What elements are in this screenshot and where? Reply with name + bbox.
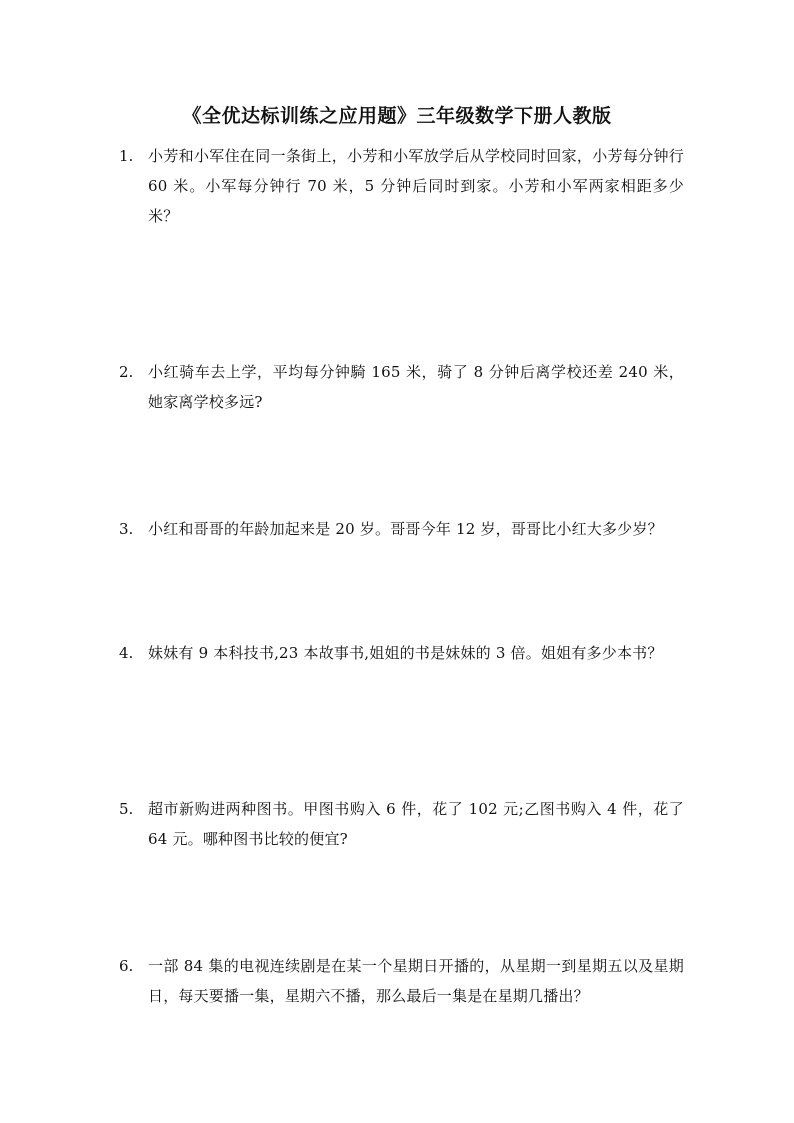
problem-text: 小红骑车去上学，平均每分钟騎 165 米，骑了 8 分钟后离学校还差 240 米，她家离学校多远?: [148, 363, 684, 411]
problem-number: 1.: [119, 147, 134, 165]
problem-text: 一部 84 集的电视连续剧是在某一个星期日开播的，从星期一到星期五以及星期日，每天要播一集，星期六不播，那么最后一集是在星期几播出？: [148, 957, 684, 1005]
problem-number: 5.: [119, 800, 134, 818]
problem-number: 6.: [119, 957, 134, 975]
page-title: 《全优达标训练之应用题》三年级数学下册人教版: [182, 105, 612, 127]
problem-1: [119, 141, 684, 231]
problem-number: 4.: [119, 644, 134, 662]
problem-3: [119, 514, 684, 544]
problem-2: [119, 357, 684, 417]
problem-4: [119, 638, 684, 668]
problem-5: [119, 794, 684, 854]
problem-6: [119, 951, 684, 1011]
problem-text: 妹妹有 9 本科技书,23 本故事书,姐姐的书是妹妹的 3 倍。姐姐有多少本书？: [148, 644, 663, 662]
problem-text: 小芳和小军住在同一条街上，小芳和小军放学后从学校同时回家，小芳每分钟行 60 米。小军每分钟行 70 米，5 分钟后同时到家。小芳和小军两家相距多少米？: [148, 147, 684, 225]
problem-number: 2.: [119, 363, 134, 381]
problem-number: 3.: [119, 520, 134, 538]
problem-text: 小红和哥哥的年龄加起来是 20 岁。哥哥今年 12 岁，哥哥比小红大多少岁？: [148, 520, 663, 538]
problem-text: 超市新购进两种图书。甲图书购入 6 件，花了 102 元;乙图书购入 4 件，花了 64 元。哪种图书比较的便宜?: [148, 800, 684, 848]
